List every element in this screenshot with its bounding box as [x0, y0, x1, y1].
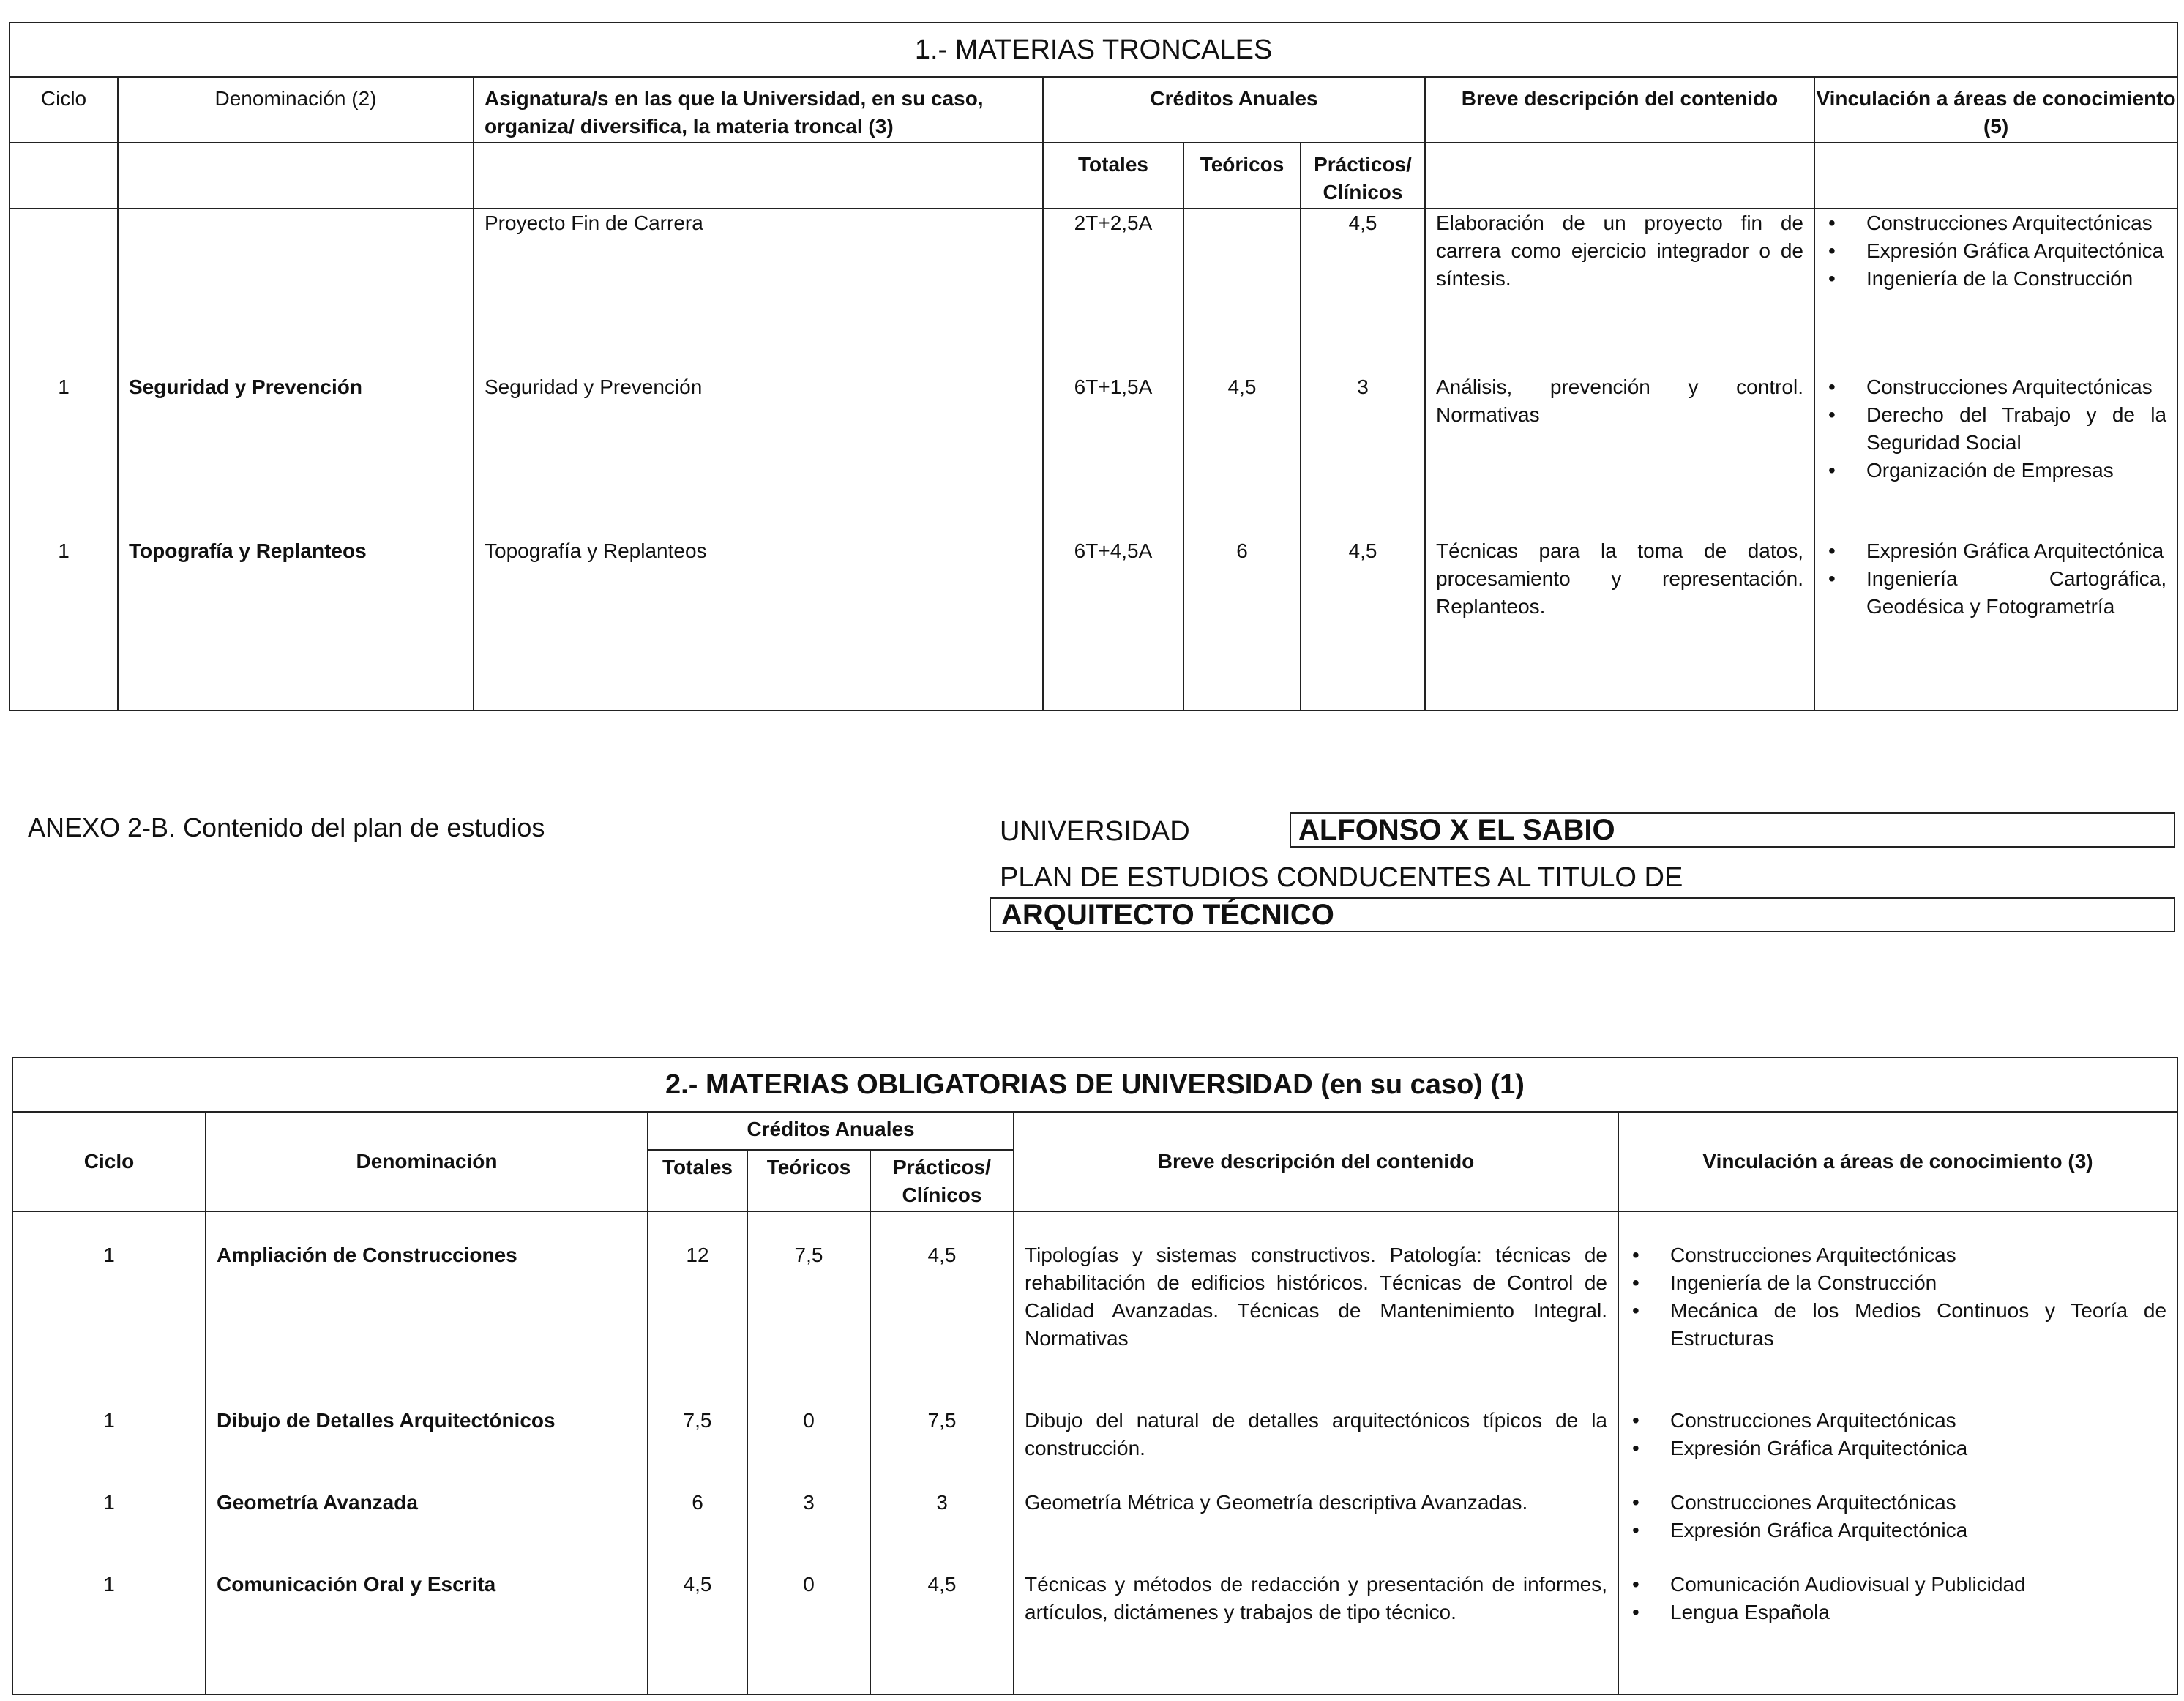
titulo-value: ARQUITECTO TÉCNICO [990, 897, 2175, 932]
area-item: • Mecánica de los Medios Continuos y Teoría de Estructuras [1670, 1297, 2166, 1353]
row-descripcion: Técnicas y métodos de redacción y presentación de informes, artículos, dictámenes y trabajos de tipo técnico. [1025, 1573, 1607, 1623]
area-item: • Comunicación Audiovisual y Publicidad [1670, 1571, 2166, 1599]
col-asignatura [474, 209, 1043, 711]
row-practicos: 4,5 [927, 1573, 957, 1596]
row-asignatura: Seguridad y Prevención [485, 375, 703, 398]
header-totales: Totales [1043, 143, 1183, 209]
area-item: • Construcciones Arquitectónicas [1670, 1241, 2166, 1269]
header-creditos: Créditos Anuales [648, 1112, 1014, 1150]
col-totales [1043, 209, 1183, 711]
table2-title: 2.- MATERIAS OBLIGATORIAS DE UNIVERSIDAD (en su caso) (1) [12, 1058, 2177, 1112]
header-totales: Totales [648, 1150, 747, 1211]
header-spacer [10, 143, 118, 209]
area-item: • Ingeniería de la Construcción [1670, 1269, 2166, 1297]
row-practicos: 4,5 [1348, 539, 1377, 562]
row-asignatura: Proyecto Fin de Carrera [485, 212, 703, 234]
header-descripcion: Breve descripción del contenido [1014, 1112, 1618, 1211]
row-practicos: 3 [936, 1491, 948, 1514]
row-teoricos: 6 [1236, 539, 1248, 562]
header-descripcion: Breve descripción del contenido [1425, 77, 1814, 143]
row-teoricos: 3 [803, 1491, 815, 1514]
row-ciclo: 1 [58, 375, 70, 398]
row-totales: 4,5 [683, 1573, 712, 1596]
area-item: • Expresión Gráfica Arquitectónica [1866, 537, 2166, 565]
areas-list [1619, 1571, 2166, 1626]
col-practicos [870, 1211, 1014, 1694]
col-ciclo [12, 1211, 206, 1694]
header-vinculacion: Vinculación a áreas de conocimiento (5) [1814, 77, 2177, 143]
row-teoricos [1194, 209, 1290, 373]
row-ciclo: 1 [103, 1244, 115, 1266]
areas-list [1619, 1489, 2166, 1571]
header-creditos: Créditos Anuales [1043, 77, 1425, 143]
area-item: • Construcciones Arquitectónicas [1866, 373, 2166, 401]
header-denominacion: Denominación (2) [118, 77, 474, 143]
table1-title: 1.- MATERIAS TRONCALES [10, 23, 2177, 77]
area-item: • Expresión Gráfica Arquitectónica [1670, 1517, 2166, 1544]
row-teoricos: 0 [803, 1573, 815, 1596]
header-spacer [474, 143, 1043, 209]
col-vinculacion [1814, 209, 2177, 711]
row-denominacion: Ampliación de Construcciones [217, 1244, 517, 1266]
row-totales: 2T+2,5A [1074, 212, 1153, 234]
row-ciclo: 1 [58, 539, 70, 562]
area-item: • Ingeniería de la Construcción [1866, 265, 2166, 293]
area-item: • Expresión Gráfica Arquitectónica [1670, 1435, 2166, 1462]
row-descripcion: Análisis, prevención y control. Normativas [1436, 375, 1803, 426]
area-item: • Construcciones Arquitectónicas [1670, 1489, 2166, 1517]
header-teoricos: Teóricos [747, 1150, 870, 1211]
row-practicos: 4,5 [927, 1244, 957, 1266]
row-descripcion: Elaboración de un proyecto fin de carrera como ejercicio integrador o de síntesis. [1436, 212, 1803, 290]
header-teoricos: Teóricos [1183, 143, 1301, 209]
row-totales: 6T+4,5A [1074, 539, 1153, 562]
col-denominacion [118, 209, 474, 711]
header-ciclo: Ciclo [12, 1112, 206, 1211]
area-item: • Ingeniería Cartográfica, Geodésica y Fotogrametría [1866, 565, 2166, 621]
row-ciclo: 1 [103, 1573, 115, 1596]
row-practicos: 7,5 [927, 1409, 957, 1432]
area-item: • Derecho del Trabajo y de la Seguridad Social [1866, 401, 2166, 457]
anexo-title: ANEXO 2-B. Contenido del plan de estudios [28, 812, 545, 842]
plan-label: PLAN DE ESTUDIOS CONDUCENTES AL TITULO DE [1000, 862, 1683, 893]
row-descripcion: Dibujo del natural de detalles arquitectónicos típicos de la construcción. [1025, 1409, 1607, 1459]
row-denominacion: Seguridad y Prevención [129, 375, 362, 398]
row-totales: 6T+1,5A [1074, 375, 1153, 398]
universidad-value: ALFONSO X EL SABIO [1290, 812, 2175, 848]
areas-list [1815, 537, 2166, 621]
header-practicos: Prácticos/ Clínicos [870, 1150, 1014, 1211]
row-practicos: 3 [1357, 375, 1369, 398]
col-ciclo [10, 209, 118, 711]
area-item: • Expresión Gráfica Arquitectónica [1866, 237, 2166, 265]
area-item: • Lengua Española [1670, 1599, 2166, 1626]
materias-obligatorias-table [12, 1057, 2178, 1695]
row-practicos: 4,5 [1348, 212, 1377, 234]
materias-troncales-table [9, 22, 2178, 711]
row-asignatura: Topografía y Replanteos [485, 539, 707, 562]
row-denominacion: Comunicación Oral y Escrita [217, 1573, 496, 1596]
row-denominacion: Topografía y Replanteos [129, 539, 367, 562]
areas-list [1619, 1407, 2166, 1489]
areas-list [1815, 373, 2166, 537]
row-descripcion: Técnicas para la toma de datos, procesamiento y representación. Replanteos. [1436, 539, 1803, 618]
header-denominacion: Denominación [206, 1112, 648, 1211]
col-descripcion [1014, 1211, 1618, 1694]
areas-list [1619, 1241, 2166, 1407]
header-ciclo: Ciclo [10, 77, 118, 143]
row-teoricos: 7,5 [794, 1244, 823, 1266]
row-denominacion: Geometría Avanzada [217, 1491, 418, 1514]
col-totales [648, 1211, 747, 1694]
area-item: • Organización de Empresas [1866, 457, 2166, 485]
row-ciclo: 1 [103, 1491, 115, 1514]
row-teoricos: 0 [803, 1409, 815, 1432]
row-totales: 12 [686, 1244, 709, 1266]
col-practicos [1301, 209, 1425, 711]
row-ciclo: 1 [103, 1409, 115, 1432]
col-vinculacion [1618, 1211, 2177, 1694]
area-item: • Construcciones Arquitectónicas [1670, 1407, 2166, 1435]
table2-body [12, 1211, 2177, 1694]
row-teoricos: 4,5 [1227, 375, 1257, 398]
areas-list [1815, 209, 2166, 373]
col-denominacion [206, 1211, 648, 1694]
universidad-label: UNIVERSIDAD [1000, 816, 1190, 847]
row-totales: 7,5 [683, 1409, 712, 1432]
col-descripcion [1425, 209, 1814, 711]
header-spacer [1425, 143, 1814, 209]
area-item: • Construcciones Arquitectónicas [1866, 209, 2166, 237]
table1-body [10, 209, 2177, 711]
header-practicos: Prácticos/ Clínicos [1301, 143, 1425, 209]
header-asignaturas: Asignatura/s en las que la Universidad, en su caso, organiza/ diversifica, la materia troncal (3) [474, 77, 1043, 143]
col-teoricos [1183, 209, 1301, 711]
header-spacer [118, 143, 474, 209]
col-teoricos [747, 1211, 870, 1694]
row-descripcion: Geometría Métrica y Geometría descriptiva Avanzadas. [1025, 1491, 1528, 1514]
row-totales: 6 [692, 1491, 703, 1514]
row-denominacion: Dibujo de Detalles Arquitectónicos [217, 1409, 556, 1432]
header-spacer [1814, 143, 2177, 209]
row-descripcion: Tipologías y sistemas constructivos. Patología: técnicas de rehabilitación de edificios históricos. Técnicas de Control de Calidad Avanzadas. Técnicas de Mantenimiento Integral. Normativas [1025, 1244, 1607, 1350]
header-vinculacion: Vinculación a áreas de conocimiento (3) [1618, 1112, 2177, 1211]
